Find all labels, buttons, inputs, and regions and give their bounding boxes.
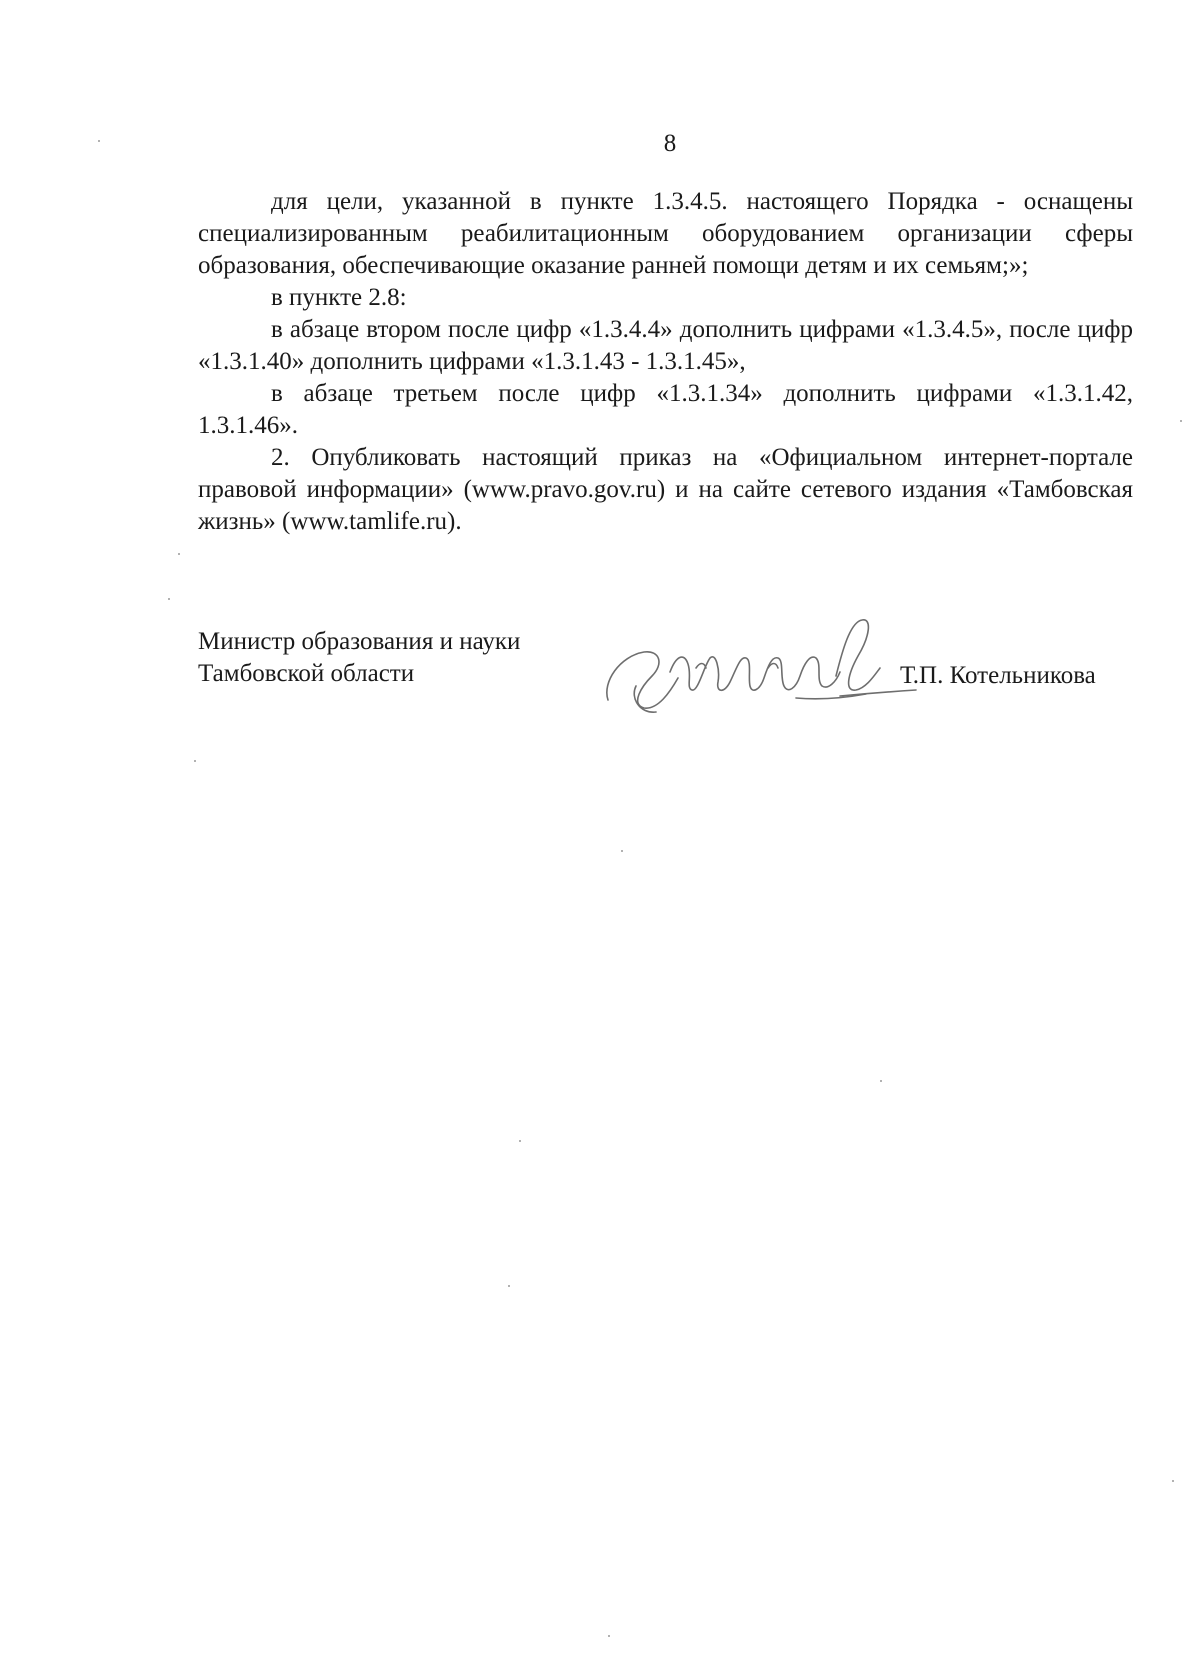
signatory-title-line1: Министр образования и науки (198, 628, 521, 655)
handwritten-signature (600, 612, 920, 722)
scan-speck (178, 553, 180, 555)
scan-speck (621, 850, 623, 852)
signer-name: Т.П. Котельникова (900, 662, 1096, 689)
body-text (198, 186, 1133, 538)
paragraph-second-abzac: в абзаце втором после цифр «1.3.4.4» дополнить цифрами «1.3.4.5», после цифр «1.3.1.40» дополнить цифрами «1.3.1.43 - 1.3.1.45», (198, 316, 1133, 375)
signatory-title (198, 626, 520, 690)
paragraph-third-abzac-tail: 1.3.1.46». (198, 412, 298, 439)
scan-speck (194, 760, 196, 762)
scan-speck (168, 598, 170, 600)
page-number: 8 (663, 130, 677, 157)
paragraph-purpose: для цели, указанной в пункте 1.3.4.5. настоящего Порядка - оснащены специализированным реабилитационным оборудованием организации сферы образования, обеспечивающие оказание ранней помощи детям и их семьям;»; (198, 188, 1133, 279)
scan-speck (1180, 420, 1182, 422)
paragraph-third-abzac: в абзаце третьем после цифр «1.3.1.34» дополнить цифрами «1.3.1.42, (271, 380, 1133, 407)
scan-speck (880, 1080, 882, 1082)
scan-speck (508, 1285, 510, 1287)
scan-speck (98, 140, 100, 142)
scan-speck (608, 1635, 610, 1637)
paragraph-publish: 2. Опубликовать настоящий приказ на «Официальном интернет-портале правовой информации» (www.pravo.gov.ru) и на сайте сетевого издания «Тамбовская жизнь» (www.tamlife.ru). (198, 444, 1133, 535)
paragraph-clause-2-8: в пункте 2.8: (271, 284, 407, 311)
scan-speck (1172, 1480, 1174, 1482)
scan-speck (519, 1140, 521, 1142)
signatory-title-line2: Тамбовской области (198, 660, 415, 687)
